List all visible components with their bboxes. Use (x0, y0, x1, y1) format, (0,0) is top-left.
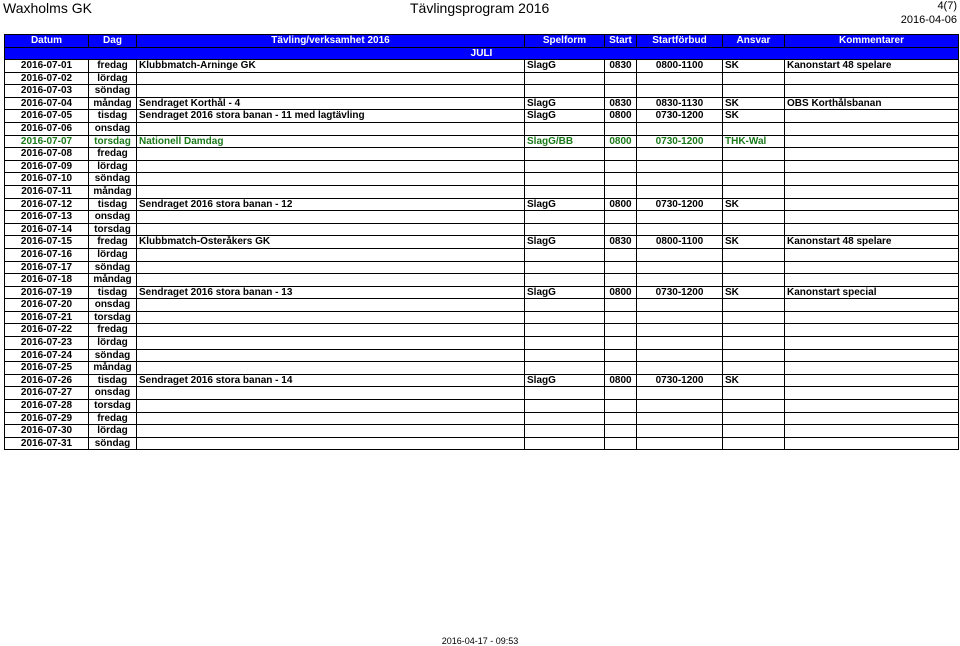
row-comment (785, 110, 959, 123)
row-startforbud: 0730-1200 (637, 110, 723, 123)
row-day: söndag (89, 349, 137, 362)
row-date: 2016-07-06 (5, 122, 89, 135)
column-header-row (5, 35, 959, 48)
row-event (137, 311, 525, 324)
row-form: SlagG/BB (525, 135, 605, 148)
page-number: 4(7) (937, 0, 957, 12)
table-row (5, 286, 959, 299)
col-ansvar: Ansvar (723, 35, 785, 48)
table-row (5, 299, 959, 312)
row-comment (785, 374, 959, 387)
table-row (5, 135, 959, 148)
row-day: lördag (89, 72, 137, 85)
row-form: SlagG (525, 286, 605, 299)
row-start (605, 337, 637, 350)
row-event: Sendraget 2016 stora banan - 14 (137, 374, 525, 387)
col-spelform: Spelform (525, 35, 605, 48)
row-ansvar (723, 274, 785, 287)
row-comment (785, 211, 959, 224)
row-day: lördag (89, 337, 137, 350)
row-day: fredag (89, 60, 137, 73)
row-event: Klubbmatch-Arninge GK (137, 60, 525, 73)
row-day: tisdag (89, 286, 137, 299)
row-startforbud (637, 437, 723, 450)
col-dag: Dag (89, 35, 137, 48)
row-startforbud (637, 173, 723, 186)
row-event (137, 387, 525, 400)
table-row (5, 437, 959, 450)
table-row (5, 412, 959, 425)
row-ansvar: THK-Wal (723, 135, 785, 148)
row-form (525, 160, 605, 173)
row-startforbud: 0730-1200 (637, 286, 723, 299)
row-startforbud (637, 274, 723, 287)
row-comment (785, 400, 959, 413)
row-day: torsdag (89, 400, 137, 413)
row-start (605, 211, 637, 224)
row-form (525, 400, 605, 413)
row-day: lördag (89, 248, 137, 261)
row-ansvar (723, 349, 785, 362)
col-start: Start (605, 35, 637, 48)
row-comment (785, 160, 959, 173)
table-row (5, 362, 959, 375)
row-date: 2016-07-27 (5, 387, 89, 400)
row-day: måndag (89, 185, 137, 198)
row-day: tisdag (89, 374, 137, 387)
row-start: 0800 (605, 198, 637, 211)
row-ansvar (723, 261, 785, 274)
row-form: SlagG (525, 97, 605, 110)
row-comment (785, 148, 959, 161)
row-comment (785, 349, 959, 362)
row-comment (785, 425, 959, 438)
row-startforbud (637, 122, 723, 135)
row-event (137, 324, 525, 337)
row-day: söndag (89, 85, 137, 98)
row-comment (785, 437, 959, 450)
row-event (137, 185, 525, 198)
row-date: 2016-07-07 (5, 135, 89, 148)
row-start: 0800 (605, 135, 637, 148)
row-date: 2016-07-01 (5, 60, 89, 73)
row-start (605, 85, 637, 98)
row-form (525, 349, 605, 362)
row-form: SlagG (525, 236, 605, 249)
row-ansvar (723, 72, 785, 85)
row-date: 2016-07-18 (5, 274, 89, 287)
row-event: Sendraget Korthål - 4 (137, 97, 525, 110)
row-event (137, 85, 525, 98)
row-ansvar (723, 337, 785, 350)
row-day: lördag (89, 160, 137, 173)
row-start (605, 148, 637, 161)
row-event (137, 72, 525, 85)
row-event (137, 299, 525, 312)
row-date: 2016-07-04 (5, 97, 89, 110)
table-row (5, 374, 959, 387)
row-date: 2016-07-17 (5, 261, 89, 274)
row-event (137, 425, 525, 438)
row-ansvar: SK (723, 110, 785, 123)
row-comment (785, 362, 959, 375)
table-row (5, 60, 959, 73)
table-row (5, 274, 959, 287)
table-row (5, 324, 959, 337)
row-form (525, 122, 605, 135)
row-day: torsdag (89, 223, 137, 236)
table-row (5, 261, 959, 274)
row-form: SlagG (525, 374, 605, 387)
table-row (5, 148, 959, 161)
row-start (605, 223, 637, 236)
row-start (605, 387, 637, 400)
row-startforbud (637, 349, 723, 362)
row-event: Sendraget 2016 stora banan - 13 (137, 286, 525, 299)
table-row (5, 72, 959, 85)
row-startforbud (637, 72, 723, 85)
row-ansvar (723, 160, 785, 173)
row-form (525, 437, 605, 450)
row-ansvar (723, 85, 785, 98)
row-start: 0800 (605, 286, 637, 299)
row-form (525, 85, 605, 98)
row-startforbud: 0730-1200 (637, 198, 723, 211)
row-start (605, 274, 637, 287)
table-row (5, 349, 959, 362)
row-start (605, 437, 637, 450)
row-form (525, 274, 605, 287)
row-startforbud (637, 324, 723, 337)
row-day: måndag (89, 97, 137, 110)
row-day: onsdag (89, 211, 137, 224)
table-row (5, 337, 959, 350)
row-event (137, 148, 525, 161)
row-ansvar (723, 362, 785, 375)
row-start: 0830 (605, 60, 637, 73)
row-start (605, 173, 637, 186)
row-day: onsdag (89, 299, 137, 312)
row-date: 2016-07-22 (5, 324, 89, 337)
row-day: lördag (89, 425, 137, 438)
row-ansvar (723, 324, 785, 337)
row-ansvar (723, 248, 785, 261)
row-comment: Kanonstart 48 spelare (785, 60, 959, 73)
row-event: Sendraget 2016 stora banan - 12 (137, 198, 525, 211)
row-ansvar: SK (723, 236, 785, 249)
row-date: 2016-07-13 (5, 211, 89, 224)
row-day: fredag (89, 148, 137, 161)
row-ansvar (723, 311, 785, 324)
row-ansvar (723, 412, 785, 425)
row-day: torsdag (89, 311, 137, 324)
row-day: onsdag (89, 387, 137, 400)
table-row (5, 248, 959, 261)
row-start (605, 122, 637, 135)
row-date: 2016-07-05 (5, 110, 89, 123)
row-startforbud (637, 299, 723, 312)
row-event (137, 362, 525, 375)
month-row (5, 48, 959, 60)
table-row (5, 236, 959, 249)
row-date: 2016-07-09 (5, 160, 89, 173)
col-datum: Datum (5, 35, 89, 48)
row-comment (785, 173, 959, 186)
row-startforbud (637, 223, 723, 236)
row-date: 2016-07-11 (5, 185, 89, 198)
row-startforbud (637, 311, 723, 324)
row-startforbud (637, 387, 723, 400)
row-form (525, 324, 605, 337)
row-day: måndag (89, 274, 137, 287)
row-comment (785, 122, 959, 135)
row-start (605, 400, 637, 413)
row-form (525, 261, 605, 274)
row-start (605, 261, 637, 274)
row-day: söndag (89, 437, 137, 450)
row-start (605, 311, 637, 324)
table-row (5, 160, 959, 173)
row-ansvar (723, 400, 785, 413)
row-startforbud (637, 248, 723, 261)
row-comment (785, 337, 959, 350)
row-comment (785, 299, 959, 312)
row-event (137, 248, 525, 261)
header-date: 2016-04-06 (900, 14, 957, 26)
row-comment (785, 324, 959, 337)
row-start (605, 72, 637, 85)
row-startforbud (637, 261, 723, 274)
schedule-table (4, 34, 959, 450)
row-start (605, 299, 637, 312)
row-date: 2016-07-29 (5, 412, 89, 425)
row-start (605, 412, 637, 425)
row-ansvar (723, 299, 785, 312)
row-event: Nationell Damdag (137, 135, 525, 148)
row-form (525, 362, 605, 375)
row-event (137, 412, 525, 425)
row-form (525, 299, 605, 312)
row-start (605, 349, 637, 362)
table-row (5, 122, 959, 135)
row-comment (785, 311, 959, 324)
row-date: 2016-07-31 (5, 437, 89, 450)
row-form (525, 211, 605, 224)
row-day: torsdag (89, 135, 137, 148)
row-date: 2016-07-12 (5, 198, 89, 211)
row-startforbud (637, 211, 723, 224)
row-startforbud (637, 400, 723, 413)
table-row (5, 198, 959, 211)
row-ansvar: SK (723, 198, 785, 211)
row-startforbud (637, 362, 723, 375)
col-kommentarer: Kommentarer (785, 35, 959, 48)
row-start (605, 185, 637, 198)
row-form (525, 248, 605, 261)
row-start: 0830 (605, 236, 637, 249)
row-day: måndag (89, 362, 137, 375)
row-date: 2016-07-24 (5, 349, 89, 362)
row-form (525, 185, 605, 198)
row-date: 2016-07-10 (5, 173, 89, 186)
row-event (137, 160, 525, 173)
row-startforbud (637, 185, 723, 198)
row-day: tisdag (89, 110, 137, 123)
row-event (137, 211, 525, 224)
row-event (137, 274, 525, 287)
row-form (525, 425, 605, 438)
row-date: 2016-07-26 (5, 374, 89, 387)
row-comment (785, 72, 959, 85)
row-comment (785, 261, 959, 274)
row-start: 0830 (605, 97, 637, 110)
table-row (5, 223, 959, 236)
row-ansvar (723, 148, 785, 161)
row-event (137, 122, 525, 135)
row-startforbud (637, 412, 723, 425)
row-comment (785, 412, 959, 425)
row-form (525, 72, 605, 85)
table-row (5, 85, 959, 98)
col-startforbud: Startförbud (637, 35, 723, 48)
row-start (605, 425, 637, 438)
row-comment: Kanonstart special (785, 286, 959, 299)
table-row (5, 97, 959, 110)
row-date: 2016-07-14 (5, 223, 89, 236)
row-date: 2016-07-23 (5, 337, 89, 350)
table-row (5, 185, 959, 198)
row-event: Klubbmatch-Österåkers GK (137, 236, 525, 249)
row-comment (785, 198, 959, 211)
row-event (137, 223, 525, 236)
row-date: 2016-07-15 (5, 236, 89, 249)
row-day: fredag (89, 324, 137, 337)
row-startforbud (637, 425, 723, 438)
row-start: 0800 (605, 110, 637, 123)
col-tavling: Tävling/verksamhet 2016 (137, 35, 525, 48)
row-comment (785, 135, 959, 148)
table-row (5, 387, 959, 400)
row-start (605, 160, 637, 173)
row-startforbud: 0830-1130 (637, 97, 723, 110)
row-day: fredag (89, 412, 137, 425)
row-comment (785, 223, 959, 236)
row-form (525, 412, 605, 425)
row-ansvar: SK (723, 286, 785, 299)
row-date: 2016-07-25 (5, 362, 89, 375)
row-startforbud: 0730-1200 (637, 135, 723, 148)
row-startforbud: 0800-1100 (637, 236, 723, 249)
row-startforbud: 0730-1200 (637, 374, 723, 387)
row-event: Sendraget 2016 stora banan - 11 med lagtävling (137, 110, 525, 123)
row-day: söndag (89, 261, 137, 274)
row-form (525, 337, 605, 350)
row-ansvar (723, 437, 785, 450)
row-date: 2016-07-20 (5, 299, 89, 312)
row-startforbud (637, 337, 723, 350)
row-start (605, 324, 637, 337)
row-form (525, 223, 605, 236)
row-start: 0800 (605, 374, 637, 387)
row-ansvar (723, 185, 785, 198)
row-event (137, 261, 525, 274)
row-ansvar: SK (723, 374, 785, 387)
row-ansvar (723, 173, 785, 186)
row-startforbud: 0800-1100 (637, 60, 723, 73)
page-footer: 2016-04-17 - 09:53 (441, 636, 519, 646)
table-row (5, 311, 959, 324)
row-date: 2016-07-16 (5, 248, 89, 261)
row-day: fredag (89, 236, 137, 249)
club-name: Waxholms GK (3, 0, 92, 16)
row-ansvar (723, 122, 785, 135)
month-label: JULI (5, 48, 959, 60)
table-row (5, 425, 959, 438)
row-start (605, 362, 637, 375)
table-row (5, 173, 959, 186)
row-date: 2016-07-19 (5, 286, 89, 299)
row-date: 2016-07-08 (5, 148, 89, 161)
row-startforbud (637, 160, 723, 173)
row-form: SlagG (525, 198, 605, 211)
row-form (525, 148, 605, 161)
row-ansvar (723, 425, 785, 438)
row-startforbud (637, 148, 723, 161)
row-date: 2016-07-03 (5, 85, 89, 98)
row-comment: Kanonstart 48 spelare (785, 236, 959, 249)
row-event (137, 337, 525, 350)
row-ansvar: SK (723, 60, 785, 73)
row-form: SlagG (525, 110, 605, 123)
row-comment (785, 185, 959, 198)
row-form (525, 173, 605, 186)
row-comment (785, 248, 959, 261)
row-event (137, 437, 525, 450)
program-title: Tävlingsprogram 2016 (410, 0, 550, 16)
row-date: 2016-07-30 (5, 425, 89, 438)
row-start (605, 248, 637, 261)
row-comment (785, 85, 959, 98)
row-date: 2016-07-21 (5, 311, 89, 324)
row-day: tisdag (89, 198, 137, 211)
page-header (0, 0, 960, 28)
table-row (5, 211, 959, 224)
row-event (137, 173, 525, 186)
row-comment: OBS Korthålsbanan (785, 97, 959, 110)
table-row (5, 110, 959, 123)
row-startforbud (637, 85, 723, 98)
row-comment (785, 387, 959, 400)
row-form (525, 387, 605, 400)
table-row (5, 400, 959, 413)
row-date: 2016-07-02 (5, 72, 89, 85)
row-form: SlagG (525, 60, 605, 73)
row-comment (785, 274, 959, 287)
row-date: 2016-07-28 (5, 400, 89, 413)
row-ansvar: SK (723, 97, 785, 110)
row-day: onsdag (89, 122, 137, 135)
row-form (525, 311, 605, 324)
row-event (137, 349, 525, 362)
row-ansvar (723, 211, 785, 224)
row-day: söndag (89, 173, 137, 186)
row-ansvar (723, 387, 785, 400)
row-ansvar (723, 223, 785, 236)
row-event (137, 400, 525, 413)
